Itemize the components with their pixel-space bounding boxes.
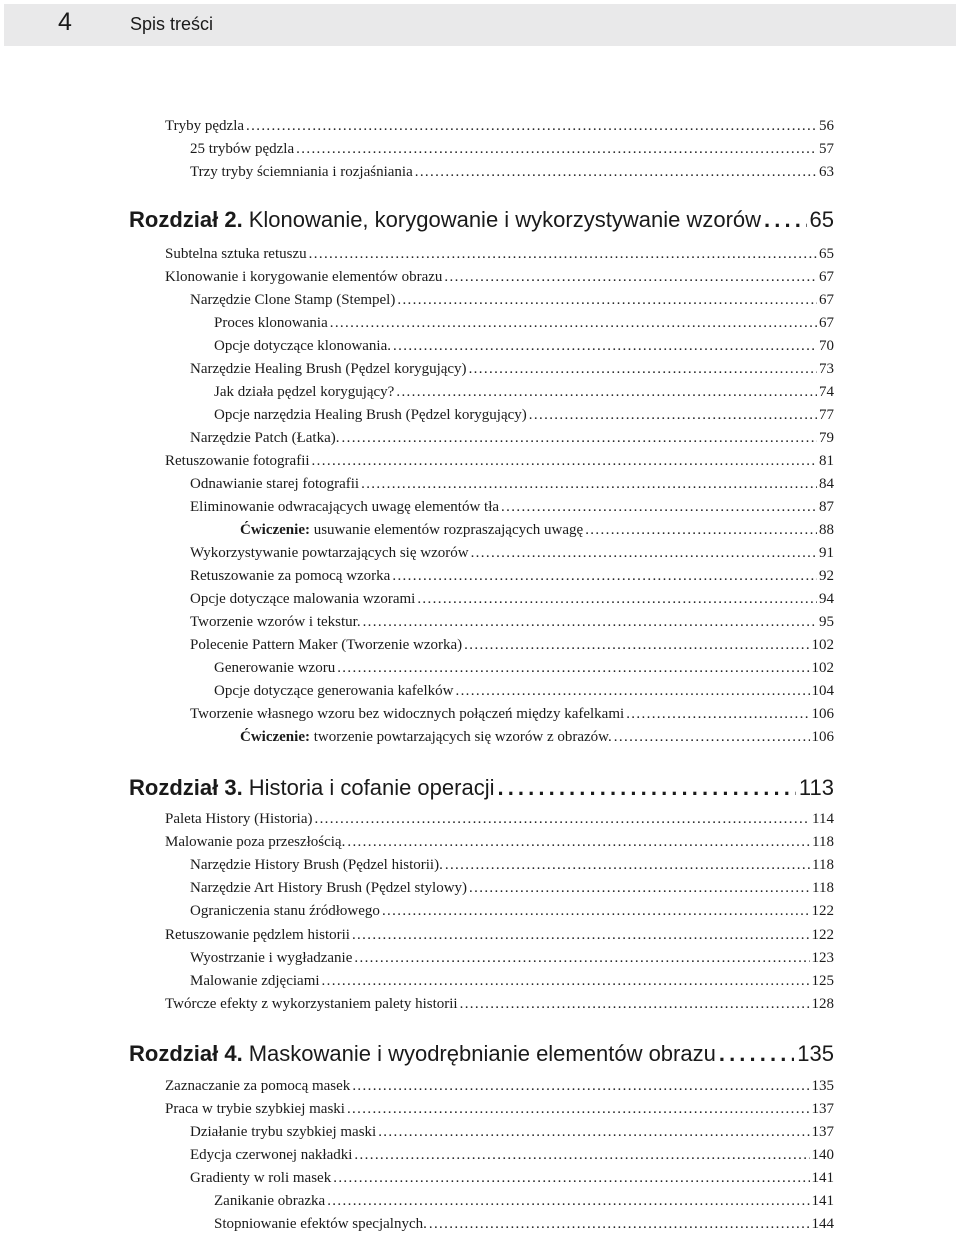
toc-entry[interactable]: Malowanie zdjęciami . . . 125: [190, 971, 834, 991]
toc-entry[interactable]: Opcje narzędzia Healing Brush (Pędzel korygujący) . . . 77: [214, 405, 834, 425]
chapter-heading[interactable]: Rozdział 2. Klonowanie, korygowanie i wykorzystywanie wzorów . . . 65: [129, 206, 834, 234]
toc-entry[interactable]: Odnawianie starej fotografii . . . 84: [190, 474, 834, 494]
exercise-prefix: Ćwiczenie:: [240, 522, 310, 538]
chapter-heading[interactable]: Rozdział 4. Maskowanie i wyodrębnianie elementów obrazu . . . 135: [129, 1040, 834, 1068]
page-number: 4: [58, 8, 72, 36]
toc-entry[interactable]: Retuszowanie za pomocą wzorka . . . 92: [190, 566, 834, 586]
toc-entry[interactable]: Trzy tryby ściemniania i rozjaśniania . . . 63: [190, 162, 834, 182]
toc-entry-exercise[interactable]: Ćwiczenie: tworzenie powtarzających się wzorów z obrazów. . . . 106: [240, 727, 834, 747]
toc-entry[interactable]: Wyostrzanie i wygładzanie . . . 123: [190, 948, 834, 968]
toc-entry[interactable]: Opcje dotyczące klonowania. . . . 70: [214, 336, 834, 356]
toc-entry[interactable]: Proces klonowania . . . 67: [214, 313, 834, 333]
toc-entry[interactable]: Tryby pędzla . . . 56: [165, 116, 834, 136]
toc-entry[interactable]: Ograniczenia stanu źródłowego . . . 122: [190, 901, 834, 921]
toc-entry[interactable]: 25 trybów pędzla . . . 57: [190, 139, 834, 159]
toc-entry[interactable]: Opcje dotyczące generowania kafelków . . . 104: [214, 681, 834, 701]
toc-entry[interactable]: Retuszowanie fotografii . . . 81: [165, 451, 834, 471]
toc-entry[interactable]: Twórcze efekty z wykorzystaniem palety historii . . . 128: [165, 994, 834, 1014]
toc-entry[interactable]: Paleta History (Historia) . . . 114: [165, 809, 834, 829]
toc-entry[interactable]: Opcje dotyczące malowania wzorami . . . 94: [190, 589, 834, 609]
page-header: [4, 4, 956, 46]
toc-entry[interactable]: Subtelna sztuka retuszu . . . 65: [165, 244, 834, 264]
toc-entry[interactable]: Eliminowanie odwracających uwagę elementów tła . . . 87: [190, 497, 834, 517]
toc-entry[interactable]: Zanikanie obrazka . . . 141: [214, 1191, 834, 1211]
toc-entry[interactable]: Stopniowanie efektów specjalnych. . . . 144: [214, 1214, 834, 1234]
toc-entry[interactable]: Tworzenie wzorów i tekstur. . . . 95: [190, 612, 834, 632]
toc-entry[interactable]: Gradienty w roli masek . . . 141: [190, 1168, 834, 1188]
toc-entry[interactable]: Narzędzie Patch (Łatka). . . . 79: [190, 428, 834, 448]
toc-entry[interactable]: Narzędzie Art History Brush (Pędzel stylowy) . . . 118: [190, 878, 834, 898]
toc-entry[interactable]: Polecenie Pattern Maker (Tworzenie wzorka) . . . 102: [190, 635, 834, 655]
toc-entry[interactable]: Narzędzie Clone Stamp (Stempel) . . . 67: [190, 290, 834, 310]
chapter-heading[interactable]: Rozdział 3. Historia i cofanie operacji . . . 113: [129, 774, 834, 802]
page-title: Spis treści: [130, 14, 214, 34]
toc-entry[interactable]: Narzędzie History Brush (Pędzel historii). . . . 118: [190, 855, 834, 875]
toc-entry[interactable]: Narzędzie Healing Brush (Pędzel korygujący) . . . 73: [190, 359, 834, 379]
toc-entry[interactable]: Generowanie wzoru . . . 102: [214, 658, 834, 678]
toc-entry[interactable]: Klonowanie i korygowanie elementów obrazu . . . 67: [165, 267, 834, 287]
toc-entry-exercise[interactable]: Ćwiczenie: usuwanie elementów rozpraszających uwagę . . . 88: [240, 520, 834, 540]
toc-entry[interactable]: Praca w trybie szybkiej maski . . . 137: [165, 1099, 834, 1119]
exercise-prefix: Ćwiczenie:: [240, 729, 310, 745]
toc-entry[interactable]: Tworzenie własnego wzoru bez widocznych połączeń między kafelkami . . . 106: [190, 704, 834, 724]
toc-entry[interactable]: Edycja czerwonej nakładki . . . 140: [190, 1145, 834, 1165]
toc-entry[interactable]: Malowanie poza przeszłością. . . . 118: [165, 832, 834, 852]
toc-entry[interactable]: Wykorzystywanie powtarzających się wzorów . . . 91: [190, 543, 834, 563]
toc-entry[interactable]: Jak działa pędzel korygujący? . . . 74: [214, 382, 834, 402]
toc-entry[interactable]: Zaznaczanie za pomocą masek . . . 135: [165, 1076, 834, 1096]
toc-entry[interactable]: Działanie trybu szybkiej maski . . . 137: [190, 1122, 834, 1142]
toc-entry[interactable]: Retuszowanie pędzlem historii . . . 122: [165, 925, 834, 945]
